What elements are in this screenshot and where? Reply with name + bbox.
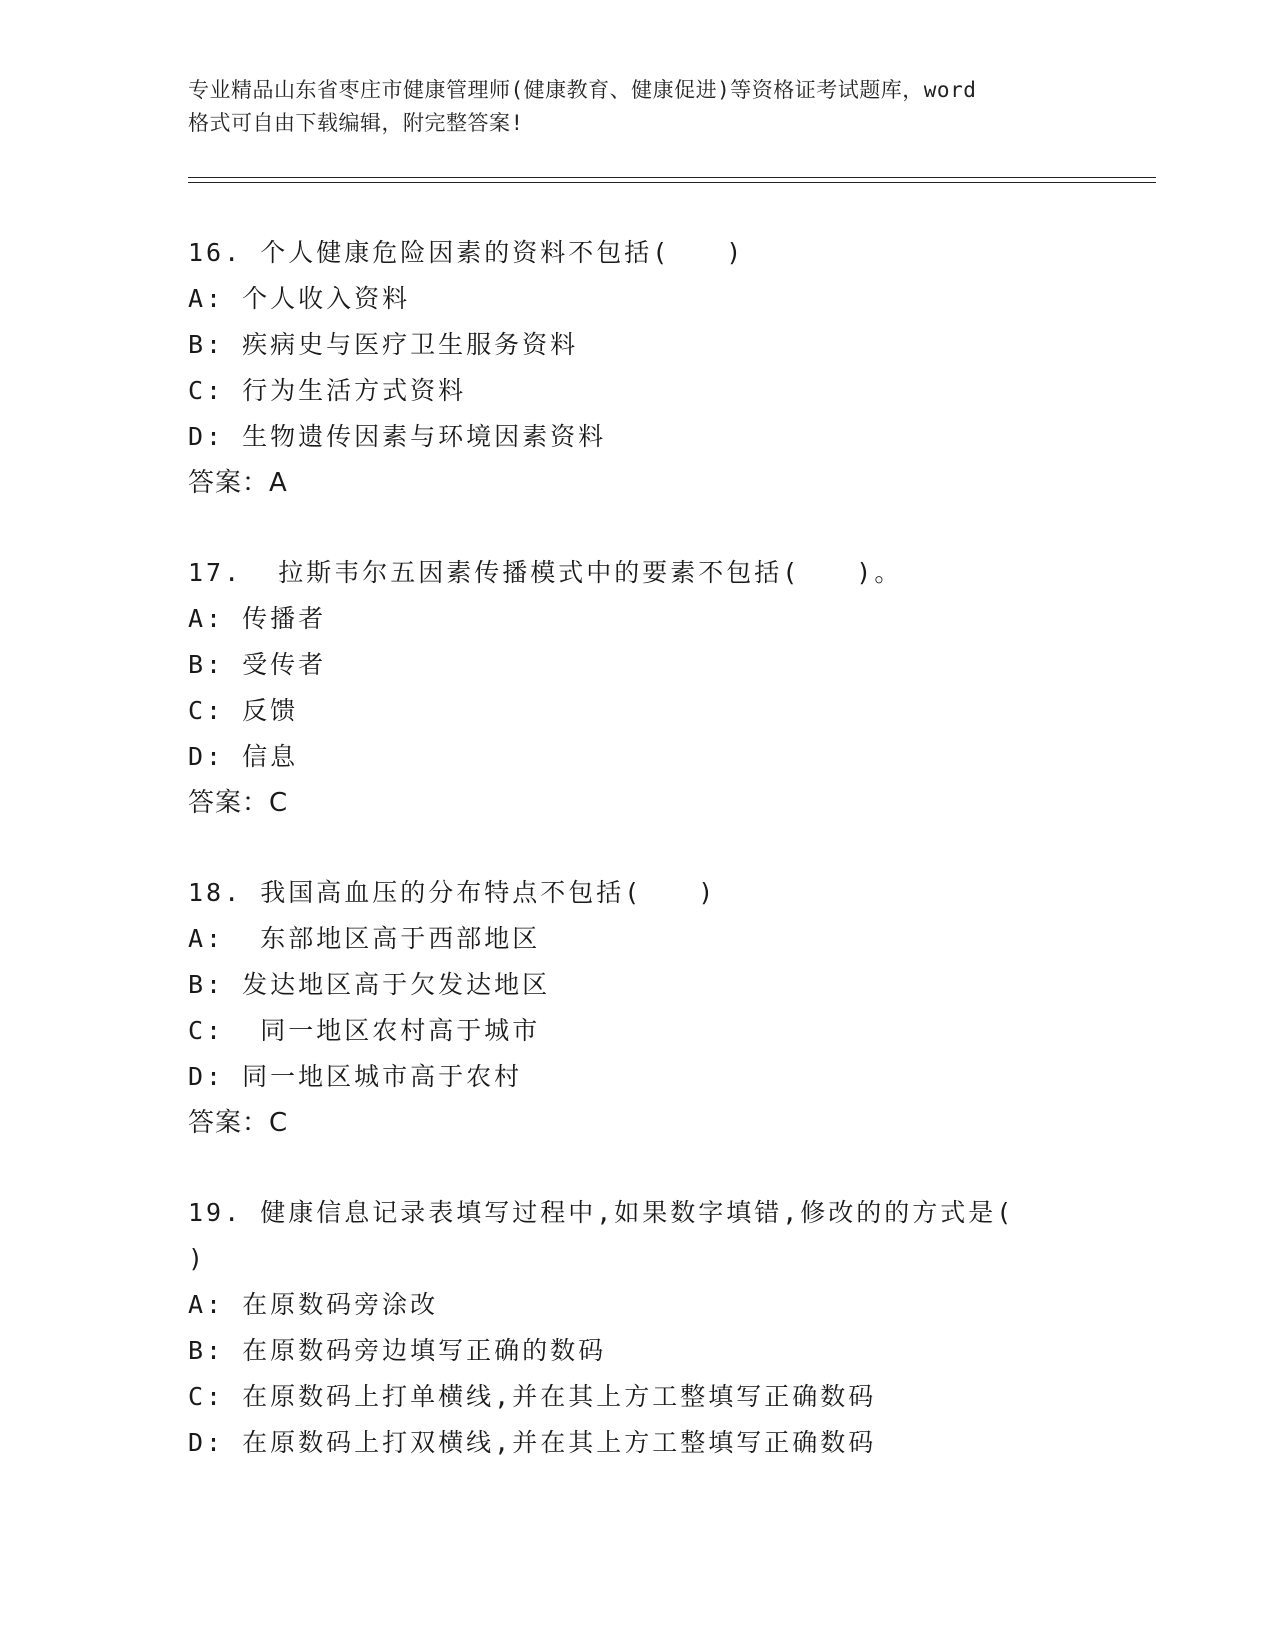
question-stem-continued: ) [188,1244,207,1273]
option-d: D: 在原数码上打双横线,并在其上方工整填写正确数码 [188,1428,877,1457]
header-line-2: 格式可自由下载编辑，附完整答案! [188,111,524,135]
question-18 [188,870,1088,1146]
option-b: B: 在原数码旁边填写正确的数码 [188,1336,607,1365]
question-17 [188,550,1088,826]
header-line-1: 专业精品山东省枣庄市健康管理师(健康教育、健康促进)等资格证考试题库，word [188,78,977,102]
header-divider-bottom [188,182,1156,183]
question-stem: 16. 个人健康危险因素的资料不包括( ) [188,238,745,267]
option-b: B: 受传者 [188,650,327,679]
option-b: B: 发达地区高于欠发达地区 [188,970,551,999]
answer: 答案：A [188,468,288,498]
answer: 答案：C [188,788,289,818]
option-c: C: 行为生活方式资料 [188,376,467,405]
option-a: A: 传播者 [188,604,327,633]
option-a: A: 在原数码旁涂改 [188,1290,439,1319]
option-a: A: 个人收入资料 [188,284,411,313]
question-stem: 17. 拉斯韦尔五因素传播模式中的要素不包括( )。 [188,558,903,587]
option-d: D: 生物遗传因素与环境因素资料 [188,422,607,451]
option-d: D: 同一地区城市高于农村 [188,1062,523,1091]
question-16 [188,230,1088,506]
option-c: C: 在原数码上打单横线,并在其上方工整填写正确数码 [188,1382,877,1411]
option-c: C: 同一地区农村高于城市 [188,1016,541,1045]
option-c: C: 反馈 [188,696,299,725]
header-divider-top [188,177,1156,178]
option-b: B: 疾病史与医疗卫生服务资料 [188,330,579,359]
answer: 答案：C [188,1108,289,1138]
question-stem: 18. 我国高血压的分布特点不包括( ) [188,878,717,907]
question-stem: 19. 健康信息记录表填写过程中,如果数字填错,修改的的方式是( [188,1198,1015,1227]
document-header [188,74,1088,140]
option-a: A: 东部地区高于西部地区 [188,924,541,953]
question-19 [188,1190,1088,1466]
option-d: D: 信息 [188,742,299,771]
